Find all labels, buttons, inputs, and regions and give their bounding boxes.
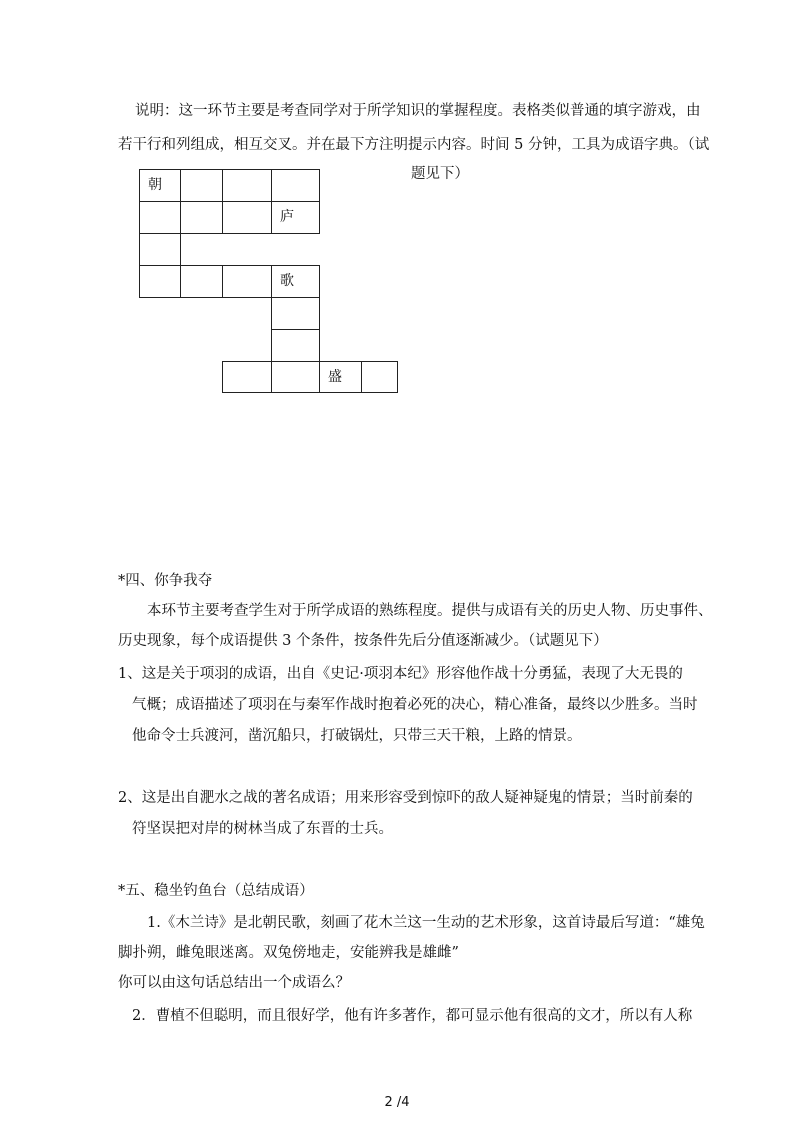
crossword-cell[interactable] [361,361,398,393]
crossword-cell[interactable] [271,169,320,202]
crossword-cell-clue[interactable]: 歌 [271,265,320,298]
crossword-cell[interactable] [222,265,272,298]
crossword-cell[interactable] [222,201,272,234]
crossword-cell[interactable] [271,361,320,393]
intro-line-2: 若干行和列组成，相互交叉。并在最下方注明提示内容。时间 5 分钟，工具为成语字典。（试 [118,137,710,153]
question-2-line-2: 符坚误把对岸的树林当成了东晋的士兵。 [132,821,393,837]
section-4-heading: *四、你争我夺 [118,573,213,589]
question-2-line-1: 2、这是出自淝水之战的著名成语；用来形容受到惊吓的敌人疑神疑鬼的情景；当时前秦的 [118,790,693,806]
intro-line-3: 题见下） [411,166,469,182]
section-5-heading: *五、稳坐钓鱼台（总结成语） [118,883,314,899]
crossword-cell-clue[interactable]: 庐 [271,201,320,234]
crossword-cell[interactable] [139,201,181,234]
crossword-cell[interactable] [271,329,320,362]
crossword-cell[interactable] [222,169,272,202]
question-1-line-2: 气概；成语描述了项羽在与秦军作战时抱着必死的决心，精心准备，最终以少胜多。当时 [132,697,698,713]
question-1-line-3: 他命令士兵渡河，凿沉船只，打破锅灶，只带三天干粮，上路的情景。 [132,728,582,744]
question-1-line-1: 1、这是关于项羽的成语，出自《史记·项羽本纪》形容他作战十分勇猛，表现了大无畏的 [118,666,683,682]
section-4-desc-2: 历史现象，每个成语提供 3 个条件，按条件先后分值逐渐减少。（试题见下） [118,633,608,649]
crossword-cell[interactable] [271,297,320,330]
intro-line-1: 说明：这一环节主要是考查同学对于所学知识的掌握程度。表格类似普通的填字游戏，由 [135,103,701,119]
page-number: 2 /4 [384,1095,410,1110]
crossword-cell[interactable] [180,201,223,234]
crossword-cell-clue[interactable]: 朝 [139,169,181,202]
section-5-q1-line-2: 脚扑朔，雌兔眼迷离。双兔傍地走，安能辨我是雄雌” [118,945,459,961]
section-5-q1-line-3: 你可以由这句话总结出一个成语么？ [118,975,350,991]
section-5-q2-line-1: 2．曹植不但聪明，而且很好学，他有许多著作，都可显示他有很高的文才，所以有人称 [132,1008,693,1024]
section-5-q1-line-1: 1.《木兰诗》是北朝民歌，刻画了花木兰这一生动的艺术形象，这首诗最后写道：“雄兔 [147,915,705,931]
crossword-cell-clue[interactable]: 盛 [319,361,362,393]
crossword-cell[interactable] [180,265,223,298]
crossword-cell[interactable] [222,361,272,393]
crossword-cell[interactable] [139,233,181,266]
crossword-cell[interactable] [180,169,223,202]
section-4-desc-1: 本环节主要考查学生对于所学成语的熟练程度。提供与成语有关的历史人物、历史事件、 [147,603,713,619]
crossword-cell[interactable] [139,265,181,298]
